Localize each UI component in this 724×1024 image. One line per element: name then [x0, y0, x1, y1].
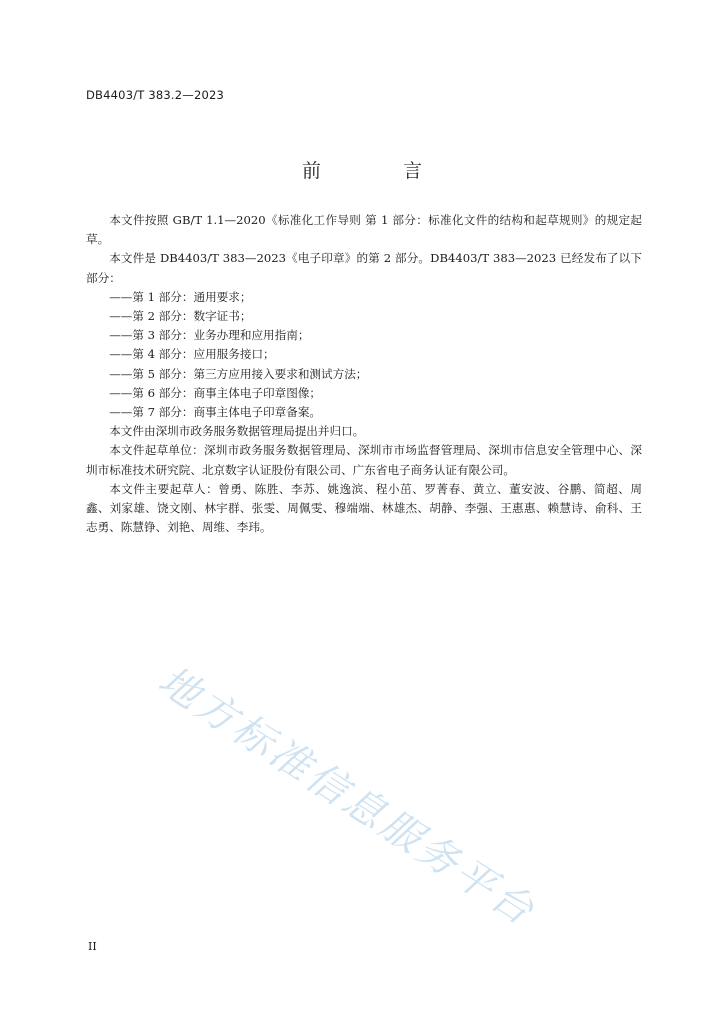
paragraph: 本文件起草单位：深圳市政务服务数据管理局、深圳市市场监督管理局、深圳市信息安全管理中心、深圳市标准技术研究院、北京数字认证股份有限公司、广东省电子商务认证有限公司。 — [86, 443, 642, 477]
page-title: 前 言 — [301, 160, 461, 182]
page-number: II — [88, 940, 97, 953]
paragraph: 本文件是 DB4403/T 383—2023《电子印章》的第 2 部分。DB4403/T 383—2023 已经发布了以下部分： — [86, 251, 642, 285]
list-item: ——第 7 部分：商事主体电子印章备案。 — [109, 405, 322, 420]
watermark: 地方标准信息服务平台 — [150, 657, 545, 936]
list-item: ——第 5 部分：第三方应用接入要求和测试方法； — [109, 366, 368, 381]
list-item: ——第 2 部分：数字证书； — [109, 309, 252, 324]
paragraph: 本文件主要起草人：曾勇、陈胜、李苏、姚逸滨、程小茁、罗菁春、黄立、董安波、谷鹏、简超、周鑫、刘家雄、饶文刚、林宇群、张雯、周佩雯、穆端端、林雄杰、胡静、李强、王惠惠、赖慧诗、俞科、王志勇、陈慧铮、刘艳、周维、李玮。 — [86, 481, 642, 535]
document-code: DB4403/T 383.2—2023 — [86, 88, 225, 102]
list-item: ——第 4 部分：应用服务接口； — [109, 347, 275, 362]
list-item: ——第 6 部分：商事主体电子印章图像； — [109, 385, 322, 400]
paragraph: 本文件由深圳市政务服务数据管理局提出并归口。 — [109, 424, 365, 439]
document-body — [86, 211, 642, 537]
list-item: ——第 1 部分：通用要求； — [109, 289, 252, 304]
list-item: ——第 3 部分：业务办理和应用指南； — [109, 328, 310, 343]
paragraph: 本文件按照 GB/T 1.1—2020《标准化工作导则 第 1 部分：标准化文件的结构和起草规则》的规定起草。 — [86, 213, 642, 247]
